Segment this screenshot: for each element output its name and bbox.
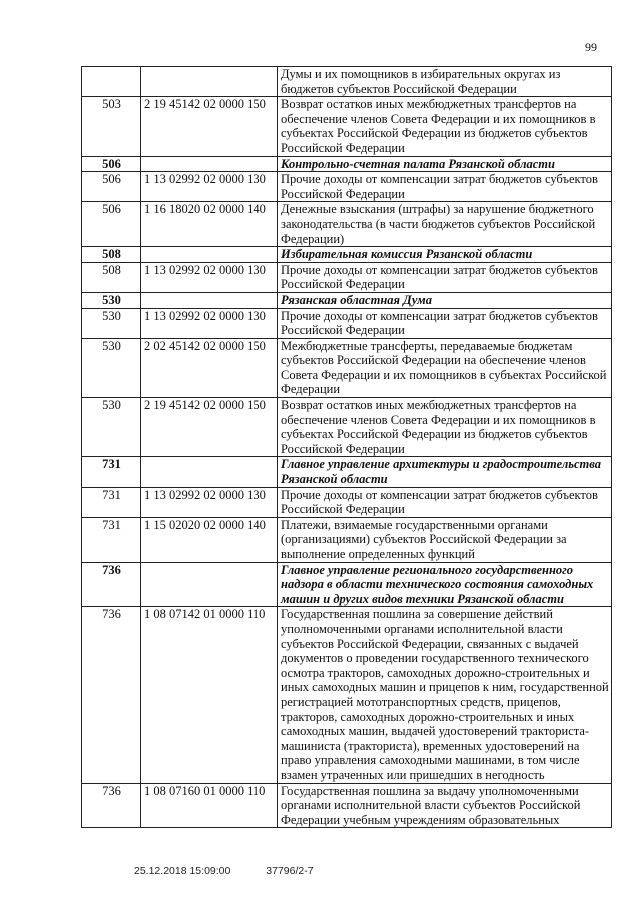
revenue-name-cell: Возврат остатков иных межбюджетных трансфертов на обеспечение членов Совета Федерации и их помощников в субъектах Российской Федерации из бюджетов субъектов Российской Федерации (278, 398, 612, 457)
revenue-name-cell: Главное управление регионального государственного надзора в области технического состояния самоходных машин и других видов техники Рязанской области (278, 562, 612, 607)
revenue-name-cell: Избирательная комиссия Рязанской области (278, 247, 612, 263)
admin-code-cell: 530 (82, 338, 141, 397)
table-row (82, 262, 612, 292)
footer (134, 865, 347, 877)
revenue-name-cell: Межбюджетные трансферты, передаваемые бюджетам субъектов Российской Федерации на обеспечение членов Совета Федерации и их помощников в субъектах Российской Федерации (278, 338, 612, 397)
admin-code-cell: 506 (82, 156, 141, 172)
footer-document-id: 37796/2-7 (266, 865, 314, 877)
revenue-name-cell: Прочие доходы от компенсации затрат бюджетов субъектов Российской Федерации (278, 262, 612, 292)
revenue-code-cell: 1 13 02992 02 0000 130 (141, 308, 278, 338)
revenue-code-cell: 1 08 07160 01 0000 110 (141, 783, 278, 828)
revenue-code-cell: 1 16 18020 02 0000 140 (141, 202, 278, 247)
footer-timestamp: 25.12.2018 15:09:00 (134, 865, 231, 877)
revenue-name-cell: Главное управление архитектуры и градостроительства Рязанской области (278, 457, 612, 487)
table-row (82, 172, 612, 202)
section-header-row (82, 156, 612, 172)
table-row (82, 97, 612, 156)
revenue-code-cell: 1 08 07142 01 0000 110 (141, 607, 278, 783)
table-row (82, 487, 612, 517)
table-row (82, 338, 612, 397)
revenue-name-cell: Платежи, взимаемые государственными органами (организациями) субъектов Российской Федерации за выполнение определенных функций (278, 517, 612, 562)
revenue-code-cell: 2 19 45142 02 0000 150 (141, 398, 278, 457)
revenue-name-cell: Возврат остатков иных межбюджетных трансфертов на обеспечение членов Совета Федерации и их помощников в субъектах Российской Федерации из бюджетов субъектов Российской Федерации (278, 97, 612, 156)
budget-revenue-table (81, 66, 612, 828)
revenue-code-cell: 1 13 02992 02 0000 130 (141, 172, 278, 202)
revenue-name-cell: Рязанская областная Дума (278, 292, 612, 308)
revenue-code-cell (141, 247, 278, 263)
revenue-name-cell: Прочие доходы от компенсации затрат бюджетов субъектов Российской Федерации (278, 308, 612, 338)
admin-code-cell: 508 (82, 262, 141, 292)
table-body (82, 67, 612, 828)
table-row (82, 398, 612, 457)
page-number: 99 (585, 40, 597, 54)
table-row (82, 67, 612, 97)
section-header-row (82, 292, 612, 308)
admin-code-cell: 731 (82, 517, 141, 562)
table-row (82, 607, 612, 783)
table-row (82, 783, 612, 828)
revenue-name-cell: Прочие доходы от компенсации затрат бюджетов субъектов Российской Федерации (278, 487, 612, 517)
admin-code-cell: 736 (82, 783, 141, 828)
table-row (82, 517, 612, 562)
admin-code-cell: 731 (82, 457, 141, 487)
revenue-code-cell (141, 562, 278, 607)
admin-code-cell: 506 (82, 202, 141, 247)
revenue-code-cell: 2 02 45142 02 0000 150 (141, 338, 278, 397)
admin-code-cell: 530 (82, 398, 141, 457)
revenue-code-cell (141, 156, 278, 172)
admin-code-cell: 530 (82, 308, 141, 338)
admin-code-cell: 506 (82, 172, 141, 202)
admin-code-cell: 731 (82, 487, 141, 517)
admin-code-cell: 503 (82, 97, 141, 156)
admin-code-cell: 736 (82, 607, 141, 783)
admin-code-cell: 736 (82, 562, 141, 607)
revenue-name-cell: Контрольно-счетная палата Рязанской области (278, 156, 612, 172)
section-header-row (82, 247, 612, 263)
revenue-code-cell (141, 67, 278, 97)
table-row (82, 202, 612, 247)
revenue-code-cell: 1 13 02992 02 0000 130 (141, 262, 278, 292)
revenue-name-cell: Денежные взыскания (штрафы) за нарушение бюджетного законодательства (в части бюджетов субъектов Российской Федерации) (278, 202, 612, 247)
revenue-name-cell: Прочие доходы от компенсации затрат бюджетов субъектов Российской Федерации (278, 172, 612, 202)
revenue-name-cell: Думы и их помощников в избирательных округах из бюджетов субъектов Российской Федерации (278, 67, 612, 97)
revenue-code-cell: 1 15 02020 02 0000 140 (141, 517, 278, 562)
revenue-name-cell: Государственная пошлина за совершение действий уполномоченными органами исполнительной власти субъектов Российской Федерации, связанных с выдачей документов о проведении государственного технического осмотра тракторов, самоходных дорожно-строительных и иных самоходных машин и прицепов к ним, государственной регистрацией мототранспортных средств, прицепов, тракторов, самоходных дорожно-строительных и иных самоходных машин, выдачей удостоверений тракториста-машиниста (тракториста), временных удостоверений на право управления самоходными машинами, в том числе взамен утраченных или пришедших в негодность (278, 607, 612, 783)
revenue-name-cell: Государственная пошлина за выдачу уполномоченными органами исполнительной власти субъектов Российской Федерации учебным учреждениям образовательных (278, 783, 612, 828)
revenue-code-cell (141, 457, 278, 487)
revenue-code-cell: 1 13 02992 02 0000 130 (141, 487, 278, 517)
section-header-row (82, 562, 612, 607)
admin-code-cell: 530 (82, 292, 141, 308)
admin-code-cell: 508 (82, 247, 141, 263)
section-header-row (82, 457, 612, 487)
revenue-code-cell (141, 292, 278, 308)
revenue-code-cell: 2 19 45142 02 0000 150 (141, 97, 278, 156)
table-row (82, 308, 612, 338)
admin-code-cell (82, 67, 141, 97)
